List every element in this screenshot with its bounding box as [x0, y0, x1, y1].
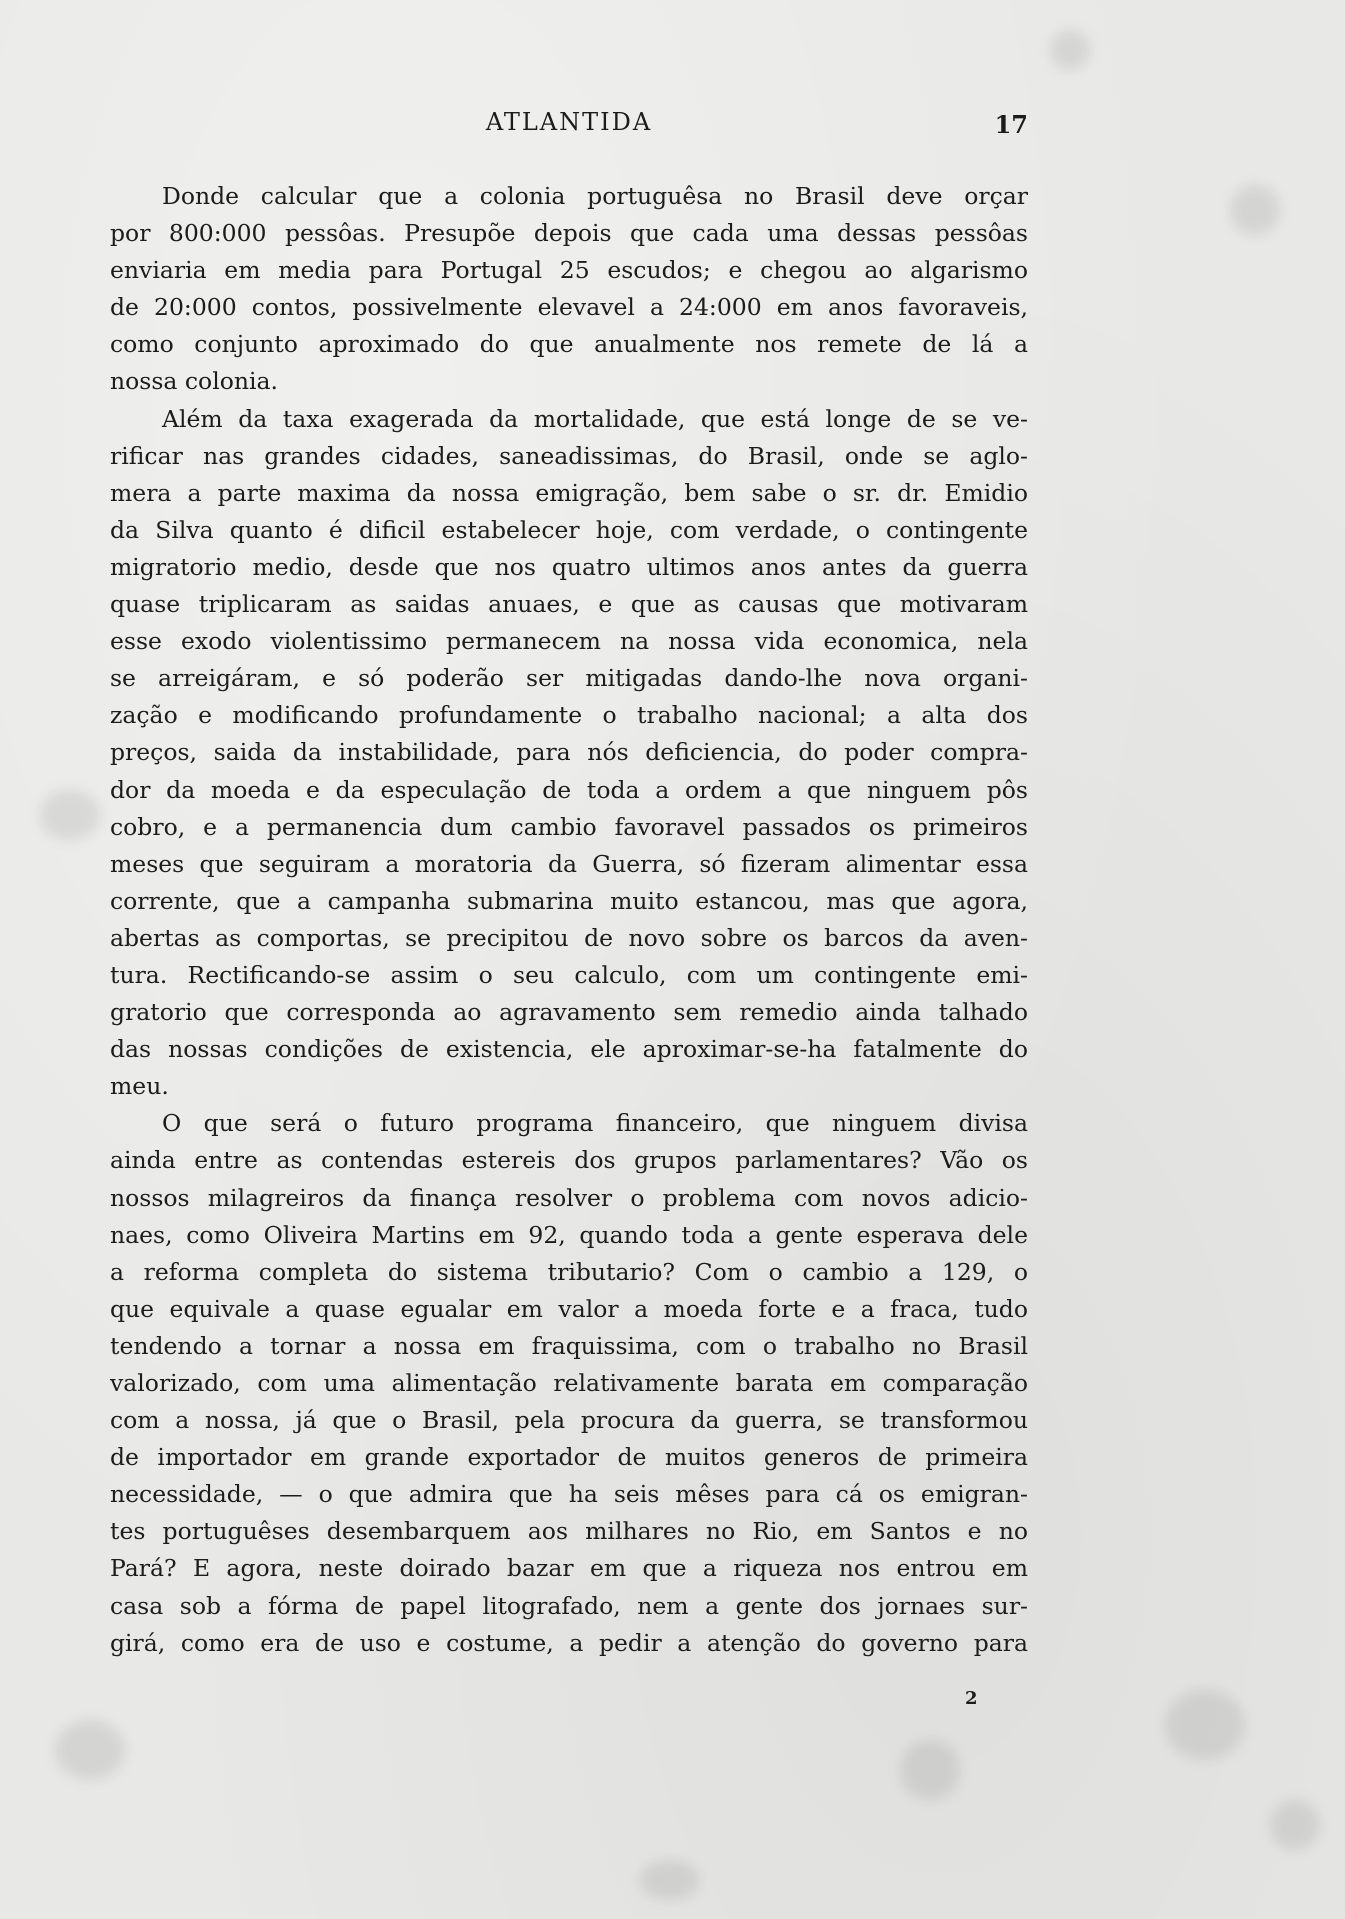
running-title: ATLANTIDA: [485, 108, 653, 136]
text-line: corrente, que a campanha submarina muito estancou, mas que agora,: [110, 886, 1028, 915]
text-line: nossos milagreiros da finança resolver o problema com novos adicio-: [110, 1183, 1028, 1212]
text-line: O que será o futuro programa financeiro, que ninguem divisa: [162, 1109, 1028, 1138]
text-line: Donde calcular que a colonia portuguêsa no Brasil deve orçar: [162, 182, 1028, 210]
text-line: ainda entre as contendas estereis dos grupos parlamentares? Vão os: [110, 1146, 1028, 1175]
paper-stain: [1050, 30, 1090, 70]
text-line: Além da taxa exagerada da mortalidade, que está longe de se ve-: [162, 404, 1028, 433]
text-line: como conjunto aproximado do que anualmente nos remete de lá a: [110, 330, 1028, 359]
paper-stain: [900, 1740, 960, 1800]
paper-stain: [55, 1720, 125, 1780]
page-number: 17: [994, 110, 1028, 139]
text-line: valorizado, com uma alimentação relativamente barata em comparação: [110, 1369, 1028, 1397]
text-line: tura. Rectificando-se assim o seu calculo, com um contingente emi-: [110, 960, 1028, 989]
text-line: migratorio medio, desde que nos quatro ultimos anos antes da guerra: [110, 552, 1028, 581]
paper-stain: [1230, 185, 1280, 235]
text-line: se arreigáram, e só poderão ser mitigadas dando-lhe nova organi-: [110, 664, 1028, 693]
text-line: nossa colonia.: [110, 367, 278, 396]
text-line: dor da moeda e da especulação de toda a ordem a que ninguem pôs: [110, 775, 1028, 804]
text-line: enviaria em media para Portugal 25 escudos; e chegou ao algarismo: [110, 256, 1028, 285]
body-text: [110, 178, 1028, 1662]
text-line: quase triplicaram as saidas anuaes, e que as causas que motivaram: [110, 590, 1028, 619]
text-line: com a nossa, já que o Brasil, pela procura da guerra, se transformou: [110, 1406, 1028, 1435]
text-line: Pará? E agora, neste doirado bazar em que a riqueza nos entrou em: [110, 1554, 1028, 1583]
text-line: casa sob a fórma de papel litografado, nem a gente dos jornaes sur-: [110, 1591, 1028, 1620]
text-line: tendendo a tornar a nossa em fraquissima, com o trabalho no Brasil: [110, 1331, 1028, 1360]
printer-signature-mark: 2: [965, 1688, 978, 1709]
text-line: mera a parte maxima da nossa emigração, bem sabe o sr. dr. Emidio: [110, 478, 1028, 507]
text-line: das nossas condições de existencia, ele aproximar-se-ha fatalmente do: [110, 1035, 1028, 1064]
text-line: esse exodo violentissimo permanecem na nossa vida economica, nela: [110, 627, 1028, 656]
text-line: a reforma completa do sistema tributario? Com o cambio a 129, o: [110, 1257, 1028, 1286]
text-line: abertas as comportas, se precipitou de novo sobre os barcos da aven-: [110, 923, 1028, 952]
paper-stain: [1270, 1800, 1320, 1850]
text-line: gratorio que corresponda ao agravamento sem remedio ainda talhado: [110, 998, 1028, 1027]
text-line: meses que seguiram a moratoria da Guerra, só fizeram alimentar essa: [110, 849, 1028, 878]
text-line: que equivale a quase egualar em valor a moeda forte e a fraca, tudo: [110, 1294, 1028, 1323]
text-line: necessidade, — o que admira que ha seis mêses para cá os emigran-: [110, 1480, 1028, 1509]
running-header: [110, 102, 1028, 142]
text-line: da Silva quanto é dificil estabelecer hoje, com verdade, o contingente: [110, 515, 1028, 544]
text-line: zação e modificando profundamente o trabalho nacional; a alta dos: [110, 701, 1028, 730]
text-line: rificar nas grandes cidades, saneadissimas, do Brasil, onde se aglo-: [110, 441, 1028, 470]
text-line: tes portuguêses desembarquem aos milhares no Rio, em Santos e no: [110, 1517, 1028, 1546]
text-line: de importador em grande exportador de muitos generos de primeira: [110, 1443, 1028, 1472]
text-line: meu.: [110, 1072, 169, 1101]
text-line: naes, como Oliveira Martins em 92, quando toda a gente esperava dele: [110, 1220, 1028, 1249]
text-line: cobro, e a permanencia dum cambio favoravel passados os primeiros: [110, 812, 1028, 841]
paper-stain: [1165, 1690, 1245, 1760]
text-line: por 800:000 pessôas. Presupõe depois que cada uma dessas pessôas: [110, 219, 1028, 248]
paper-stain: [40, 790, 100, 840]
paper-stain: [640, 1860, 700, 1900]
text-line: de 20:000 contos, possivelmente elevavel a 24:000 em anos favoraveis,: [110, 293, 1028, 322]
text-line: preços, saida da instabilidade, para nós deficiencia, do poder compra-: [110, 738, 1028, 767]
text-line: girá, como era de uso e costume, a pedir a atenção do governo para: [110, 1628, 1028, 1657]
